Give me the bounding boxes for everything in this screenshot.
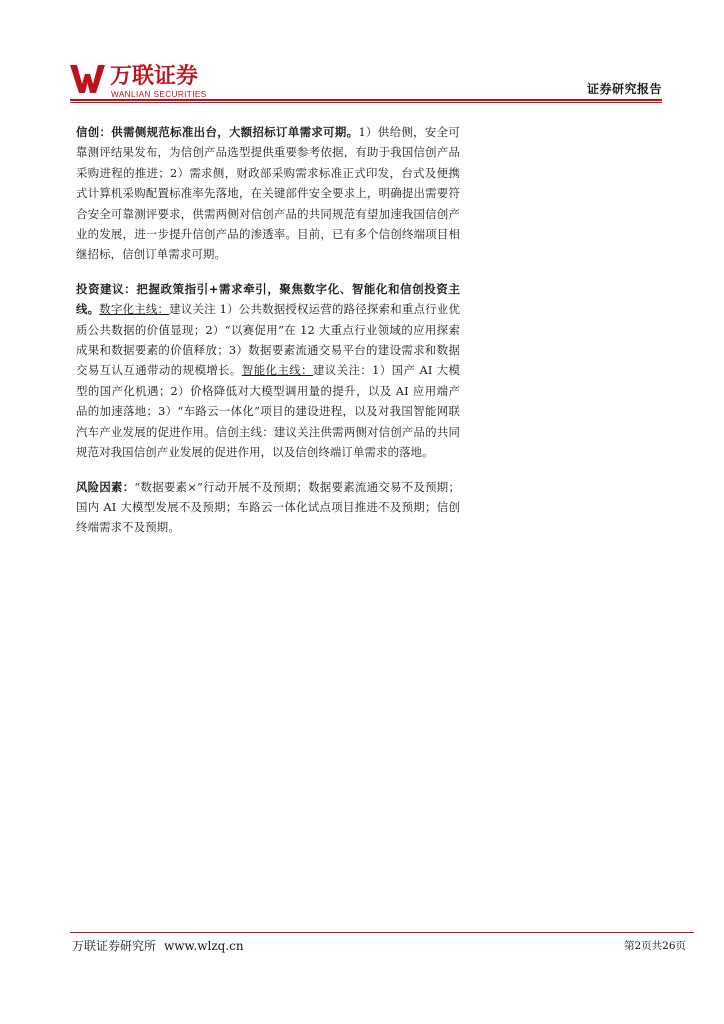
logo-english-name: WANLIAN SECURITIES	[111, 90, 207, 99]
footer-website-link[interactable]: www.wlzq.cn	[164, 939, 244, 953]
logo-chinese-name: 万联证券	[110, 64, 199, 89]
footer-org	[72, 937, 244, 954]
footer-org-name: 万联证券研究所	[72, 939, 157, 953]
header-divider	[70, 99, 662, 101]
paragraph-text: 1）供给侧，安全可靠测评结果发布，为信创产品选型提供重要参考依据，有助于我国信创产品采购进程的推进；2）需求侧，财政部采购需求标准正式印发，台式及便携式计算机采购配置标准率先落地，在关键部件安全要求上，明确提出需要符合安全可靠测评要求，供需两侧对信创产品的共同规范有望加速我国信创产业的发展，进一步提升信创产品的渗透率。目前，已有多个信创终端项目相继招标，信创订单需求可期。	[76, 125, 460, 262]
digitalization-mainline-label: 数字化主线：	[99, 302, 170, 317]
footer-divider	[70, 932, 694, 933]
report-body	[76, 122, 460, 552]
paragraph-xinchuang	[76, 122, 460, 265]
page-number: 第2页共26页	[623, 940, 686, 952]
intelligence-mainline-label: 智能化主线：	[241, 363, 313, 378]
paragraph-heading: 风险因素：	[76, 479, 135, 494]
company-logo	[70, 62, 210, 102]
paragraph-risk-factors	[76, 477, 460, 538]
paragraph-text: 建议关注：1）国产 AI 大模型的国产化机遇；2）价格降低对大模型调用量的提升，以及 AI 应用端产品的加速落地；3）“车路云一体化”项目的建设进程，以及对我国智能网联汽车产业发展的促进作用。信创主线：建议关注供需两侧对信创产品的共同规范对我国信创产业发展的促进作用，以及信创终端订单需求的落地。	[76, 363, 460, 460]
report-type-label: 证券研究报告	[586, 82, 662, 96]
paragraph-investment-advice	[76, 279, 460, 463]
paragraph-heading: 投资建议：把握政策指引+需求牵引，聚焦数字化、智能化和信创投资主线。	[76, 281, 460, 317]
paragraph-text: 建议关注 1）公共数据授权运营的路径探索和重点行业优质公共数据的价值显现；2）“以赛促用”在 12 大重点行业领域的应用探索成果和数据要素的价值释放；3）数据要素流通交易平台的建设需求和数据交易互认互通带动的规模增长。	[76, 302, 460, 378]
wanlian-logo-icon	[70, 62, 106, 96]
paragraph-heading: 信创：供需侧规范标准出台，大额招标订单需求可期。	[76, 125, 359, 139]
paragraph-text: “数据要素×”行动开展不及预期；数据要素流通交易不及预期；国内 AI 大模型发展不及预期；车路云一体化试点项目推进不及预期；信创终端需求不及预期。	[76, 479, 460, 535]
header-divider-thin	[70, 102, 662, 103]
